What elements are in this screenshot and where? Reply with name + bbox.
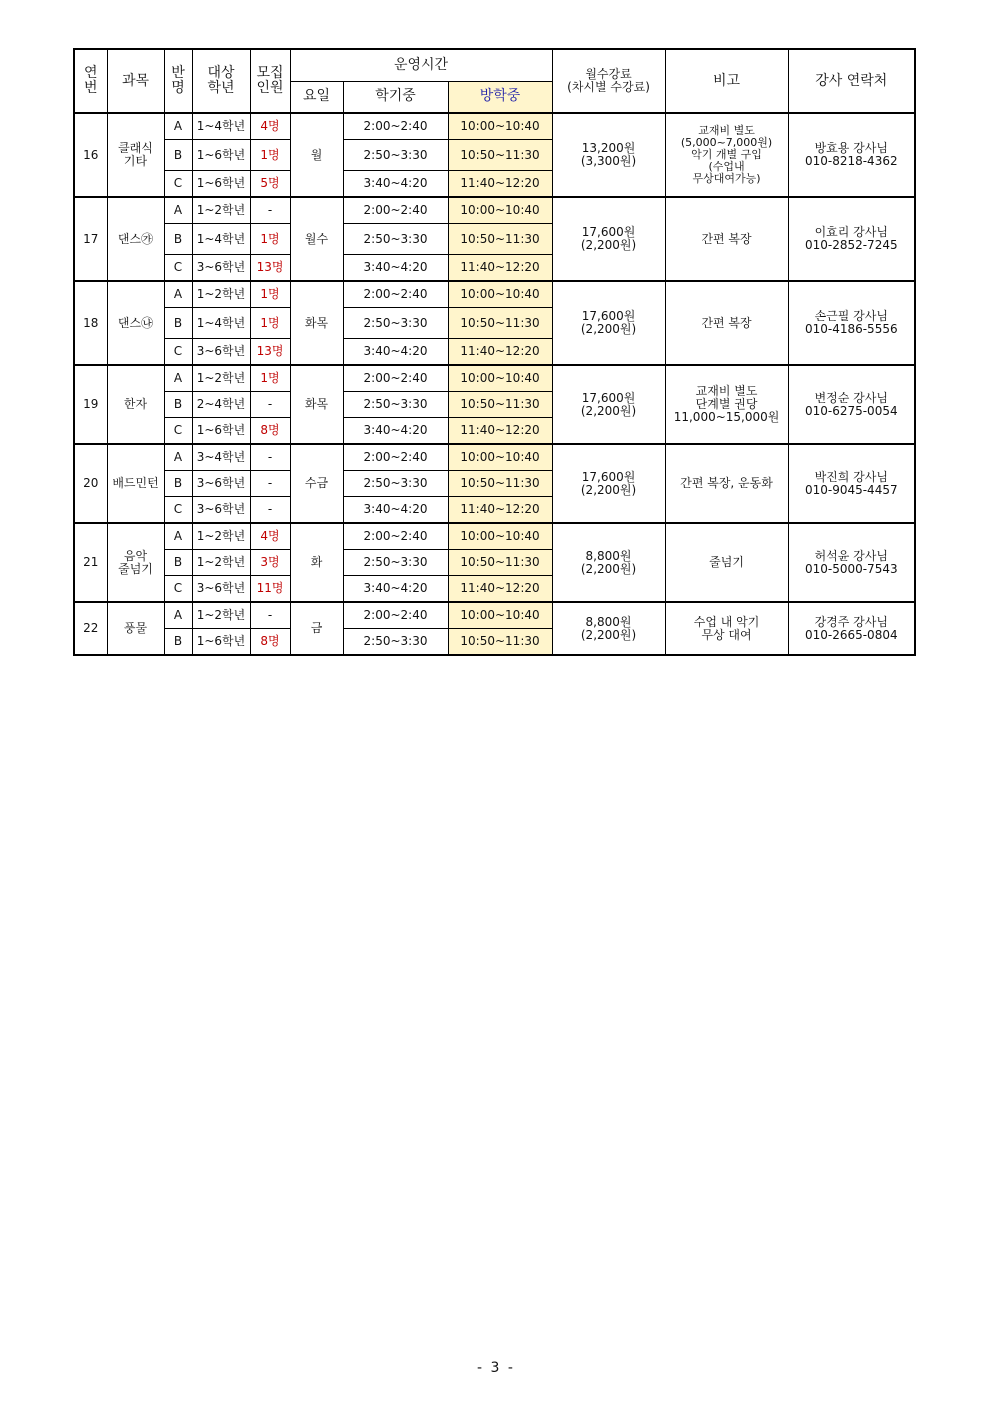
course-subject: 음악 줄넘기: [107, 523, 164, 602]
class-label: B: [164, 140, 192, 171]
class-label: C: [164, 418, 192, 445]
instructor-contact: 손근필 강사님 010-4186-5556: [788, 281, 915, 365]
target-grade: 1~2학년: [192, 550, 250, 576]
instructor-contact: 이효리 강사님 010-2852-7245: [788, 197, 915, 281]
target-grade: 2~4학년: [192, 392, 250, 418]
vacation-time: 10:50~11:30: [448, 629, 552, 656]
course-no: 19: [74, 365, 107, 444]
semester-time: 2:50~3:30: [343, 392, 448, 418]
target-grade: 3~6학년: [192, 471, 250, 497]
header-note: 비고: [665, 49, 788, 113]
course-note: 간편 복장: [665, 281, 788, 365]
recruit-count: -: [250, 471, 290, 497]
vacation-time: 10:00~10:40: [448, 523, 552, 550]
recruit-count: 8명: [250, 418, 290, 445]
vacation-time: 11:40~12:20: [448, 576, 552, 603]
course-note: 교재비 별도 단계별 권당 11,000~15,000원: [665, 365, 788, 444]
semester-time: 2:50~3:30: [343, 224, 448, 255]
vacation-time: 10:50~11:30: [448, 308, 552, 339]
semester-time: 2:50~3:30: [343, 308, 448, 339]
table-row: [74, 281, 915, 308]
header-grade: 대상 학년: [192, 49, 250, 113]
recruit-count: 5명: [250, 171, 290, 198]
target-grade: 1~6학년: [192, 140, 250, 171]
header-schedule: 운영시간: [290, 49, 552, 81]
course-note: 줄넘기: [665, 523, 788, 602]
semester-time: 2:50~3:30: [343, 550, 448, 576]
instructor-contact: 방효용 강사님 010-8218-4362: [788, 113, 915, 197]
class-label: C: [164, 576, 192, 603]
header-no: 연 번: [74, 49, 107, 113]
table-row: [74, 197, 915, 224]
course-day: 금: [290, 602, 343, 655]
recruit-count: -: [250, 444, 290, 471]
target-grade: 3~4학년: [192, 444, 250, 471]
course-no: 17: [74, 197, 107, 281]
page-number: - 3 -: [477, 1360, 515, 1376]
class-label: B: [164, 224, 192, 255]
course-subject: 댄스㉮: [107, 197, 164, 281]
target-grade: 1~2학년: [192, 197, 250, 224]
class-label: C: [164, 255, 192, 282]
table-row: [74, 523, 915, 550]
class-label: A: [164, 365, 192, 392]
course-no: 21: [74, 523, 107, 602]
header-contact: 강사 연락처: [788, 49, 915, 113]
semester-time: 2:00~2:40: [343, 113, 448, 140]
course-no: 22: [74, 602, 107, 655]
header-fee: 월수강료 (차시별 수강료): [552, 49, 665, 113]
target-grade: 3~6학년: [192, 497, 250, 524]
course-subject: 댄스㉯: [107, 281, 164, 365]
course-rows: [74, 113, 915, 655]
class-label: B: [164, 550, 192, 576]
class-label: C: [164, 497, 192, 524]
monthly-fee: 17,600원 (2,200원): [552, 281, 665, 365]
header-class: 반 명: [164, 49, 192, 113]
course-subject: 풍물: [107, 602, 164, 655]
vacation-time: 10:00~10:40: [448, 281, 552, 308]
class-label: A: [164, 113, 192, 140]
vacation-time: 11:40~12:20: [448, 497, 552, 524]
target-grade: 1~4학년: [192, 113, 250, 140]
target-grade: 1~6학년: [192, 629, 250, 656]
semester-time: 2:00~2:40: [343, 197, 448, 224]
target-grade: 1~6학년: [192, 171, 250, 198]
semester-time: 2:50~3:30: [343, 471, 448, 497]
recruit-count: 3명: [250, 550, 290, 576]
instructor-contact: 강경주 강사님 010-2665-0804: [788, 602, 915, 655]
target-grade: 1~2학년: [192, 281, 250, 308]
course-note: 간편 복장, 운동화: [665, 444, 788, 523]
class-label: A: [164, 444, 192, 471]
recruit-count: 4명: [250, 113, 290, 140]
class-label: B: [164, 308, 192, 339]
recruit-count: 1명: [250, 140, 290, 171]
target-grade: 3~6학년: [192, 339, 250, 366]
monthly-fee: 8,800원 (2,200원): [552, 602, 665, 655]
table-row: [74, 444, 915, 471]
recruit-count: 13명: [250, 339, 290, 366]
vacation-time: 11:40~12:20: [448, 339, 552, 366]
target-grade: 1~2학년: [192, 523, 250, 550]
vacation-time: 10:50~11:30: [448, 392, 552, 418]
header-recruit: 모집 인원: [250, 49, 290, 113]
recruit-count: -: [250, 602, 290, 629]
semester-time: 2:00~2:40: [343, 444, 448, 471]
header-semester: 학기중: [343, 81, 448, 113]
course-subject: 배드민턴: [107, 444, 164, 523]
class-label: A: [164, 602, 192, 629]
monthly-fee: 17,600원 (2,200원): [552, 197, 665, 281]
vacation-time: 10:50~11:30: [448, 471, 552, 497]
semester-time: 2:50~3:30: [343, 140, 448, 171]
target-grade: 1~2학년: [192, 365, 250, 392]
target-grade: 3~6학년: [192, 576, 250, 603]
semester-time: 3:40~4:20: [343, 171, 448, 198]
vacation-time: 11:40~12:20: [448, 171, 552, 198]
vacation-time: 10:00~10:40: [448, 197, 552, 224]
instructor-contact: 허석윤 강사님 010-5000-7543: [788, 523, 915, 602]
vacation-time: 10:50~11:30: [448, 140, 552, 171]
recruit-count: 11명: [250, 576, 290, 603]
recruit-count: 1명: [250, 308, 290, 339]
semester-time: 3:40~4:20: [343, 339, 448, 366]
table-row: [74, 602, 915, 629]
class-label: B: [164, 392, 192, 418]
recruit-count: 1명: [250, 365, 290, 392]
course-day: 화: [290, 523, 343, 602]
recruit-count: 13명: [250, 255, 290, 282]
recruit-count: -: [250, 392, 290, 418]
monthly-fee: 17,600원 (2,200원): [552, 444, 665, 523]
semester-time: 2:00~2:40: [343, 365, 448, 392]
monthly-fee: 8,800원 (2,200원): [552, 523, 665, 602]
class-label: C: [164, 171, 192, 198]
header-day: 요일: [290, 81, 343, 113]
vacation-time: 10:50~11:30: [448, 224, 552, 255]
semester-time: 2:50~3:30: [343, 629, 448, 656]
semester-time: 3:40~4:20: [343, 418, 448, 445]
vacation-time: 10:00~10:40: [448, 602, 552, 629]
class-label: B: [164, 471, 192, 497]
afterschool-course-table: [73, 48, 916, 656]
instructor-contact: 변정순 강사님 010-6275-0054: [788, 365, 915, 444]
course-day: 월: [290, 113, 343, 197]
target-grade: 1~4학년: [192, 224, 250, 255]
course-no: 18: [74, 281, 107, 365]
course-note: 수업 내 악기 무상 대여: [665, 602, 788, 655]
recruit-count: -: [250, 497, 290, 524]
vacation-time: 10:00~10:40: [448, 444, 552, 471]
vacation-time: 10:00~10:40: [448, 113, 552, 140]
recruit-count: 4명: [250, 523, 290, 550]
course-day: 화목: [290, 365, 343, 444]
course-day: 화목: [290, 281, 343, 365]
recruit-count: 1명: [250, 281, 290, 308]
target-grade: 1~2학년: [192, 602, 250, 629]
target-grade: 3~6학년: [192, 255, 250, 282]
course-note: 간편 복장: [665, 197, 788, 281]
header-subject: 과목: [107, 49, 164, 113]
course-no: 16: [74, 113, 107, 197]
recruit-count: 8명: [250, 629, 290, 656]
vacation-time: 10:00~10:40: [448, 365, 552, 392]
semester-time: 2:00~2:40: [343, 602, 448, 629]
schedule-table-container: [73, 48, 914, 656]
vacation-time: 11:40~12:20: [448, 255, 552, 282]
instructor-contact: 박진희 강사님 010-9045-4457: [788, 444, 915, 523]
recruit-count: -: [250, 197, 290, 224]
semester-time: 3:40~4:20: [343, 255, 448, 282]
course-day: 수금: [290, 444, 343, 523]
vacation-time: 10:50~11:30: [448, 550, 552, 576]
class-label: C: [164, 339, 192, 366]
table-row: [74, 113, 915, 140]
header-vacation: 방학중: [448, 81, 552, 113]
monthly-fee: 17,600원 (2,200원): [552, 365, 665, 444]
course-no: 20: [74, 444, 107, 523]
course-note: 교재비 별도 (5,000~7,000원) 악기 개별 구입 (수업내 무상대여가능): [665, 113, 788, 197]
table-row: [74, 365, 915, 392]
semester-time: 2:00~2:40: [343, 523, 448, 550]
monthly-fee: 13,200원 (3,300원): [552, 113, 665, 197]
target-grade: 1~6학년: [192, 418, 250, 445]
class-label: A: [164, 523, 192, 550]
class-label: A: [164, 281, 192, 308]
target-grade: 1~4학년: [192, 308, 250, 339]
class-label: B: [164, 629, 192, 656]
recruit-count: 1명: [250, 224, 290, 255]
semester-time: 3:40~4:20: [343, 576, 448, 603]
course-day: 월수: [290, 197, 343, 281]
semester-time: 2:00~2:40: [343, 281, 448, 308]
class-label: A: [164, 197, 192, 224]
course-subject: 클래식 기타: [107, 113, 164, 197]
semester-time: 3:40~4:20: [343, 497, 448, 524]
vacation-time: 11:40~12:20: [448, 418, 552, 445]
course-subject: 한자: [107, 365, 164, 444]
